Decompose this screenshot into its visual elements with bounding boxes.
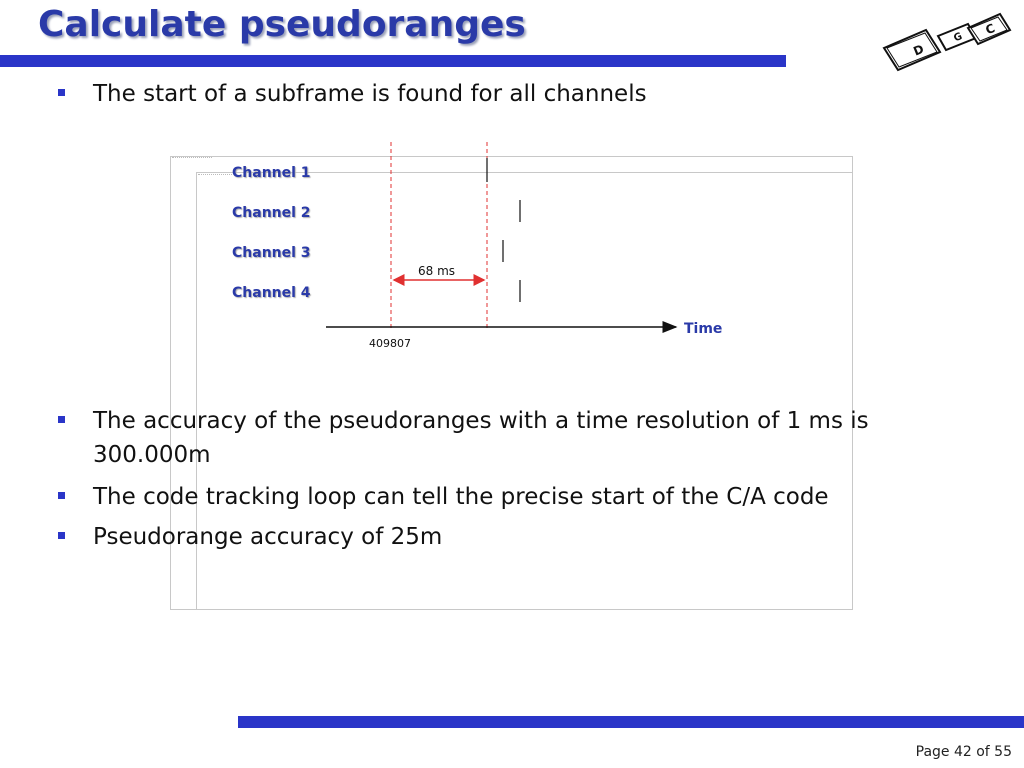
time-axis-label: Time xyxy=(684,321,723,337)
bullet-text: The code tracking loop can tell the precise start of the C/A code xyxy=(93,484,829,510)
bullet-item xyxy=(58,404,958,472)
bullet-text: Pseudorange accuracy of 25m xyxy=(93,524,443,550)
channel-3-label: Channel 3 xyxy=(232,245,311,261)
channel-1-label: Channel 1 xyxy=(232,165,311,181)
page-number: Page 42 of 55 xyxy=(915,744,1012,760)
start-tick-label: 409807 xyxy=(369,337,411,350)
channel-2-label: Channel 2 xyxy=(232,205,311,221)
channel-4-label: Channel 4 xyxy=(232,285,311,301)
logo-letter-c: C xyxy=(983,20,997,38)
bullet-marker xyxy=(58,492,65,499)
bullet-item xyxy=(58,520,958,554)
bullet-item xyxy=(58,480,958,514)
bullet-text: The start of a subframe is found for all channels xyxy=(93,81,647,107)
logo-letter-d: D xyxy=(911,41,926,59)
logo-letter-g: G xyxy=(952,31,965,45)
footer-bar xyxy=(238,716,1024,728)
bullet-marker xyxy=(58,532,65,539)
slide-title: Calculate pseudoranges xyxy=(38,4,526,45)
interval-label: 68 ms xyxy=(418,264,456,278)
bullet-text: The accuracy of the pseudoranges with a time resolution of 1 ms is 300.000m xyxy=(93,408,869,468)
bullet-marker xyxy=(58,416,65,423)
